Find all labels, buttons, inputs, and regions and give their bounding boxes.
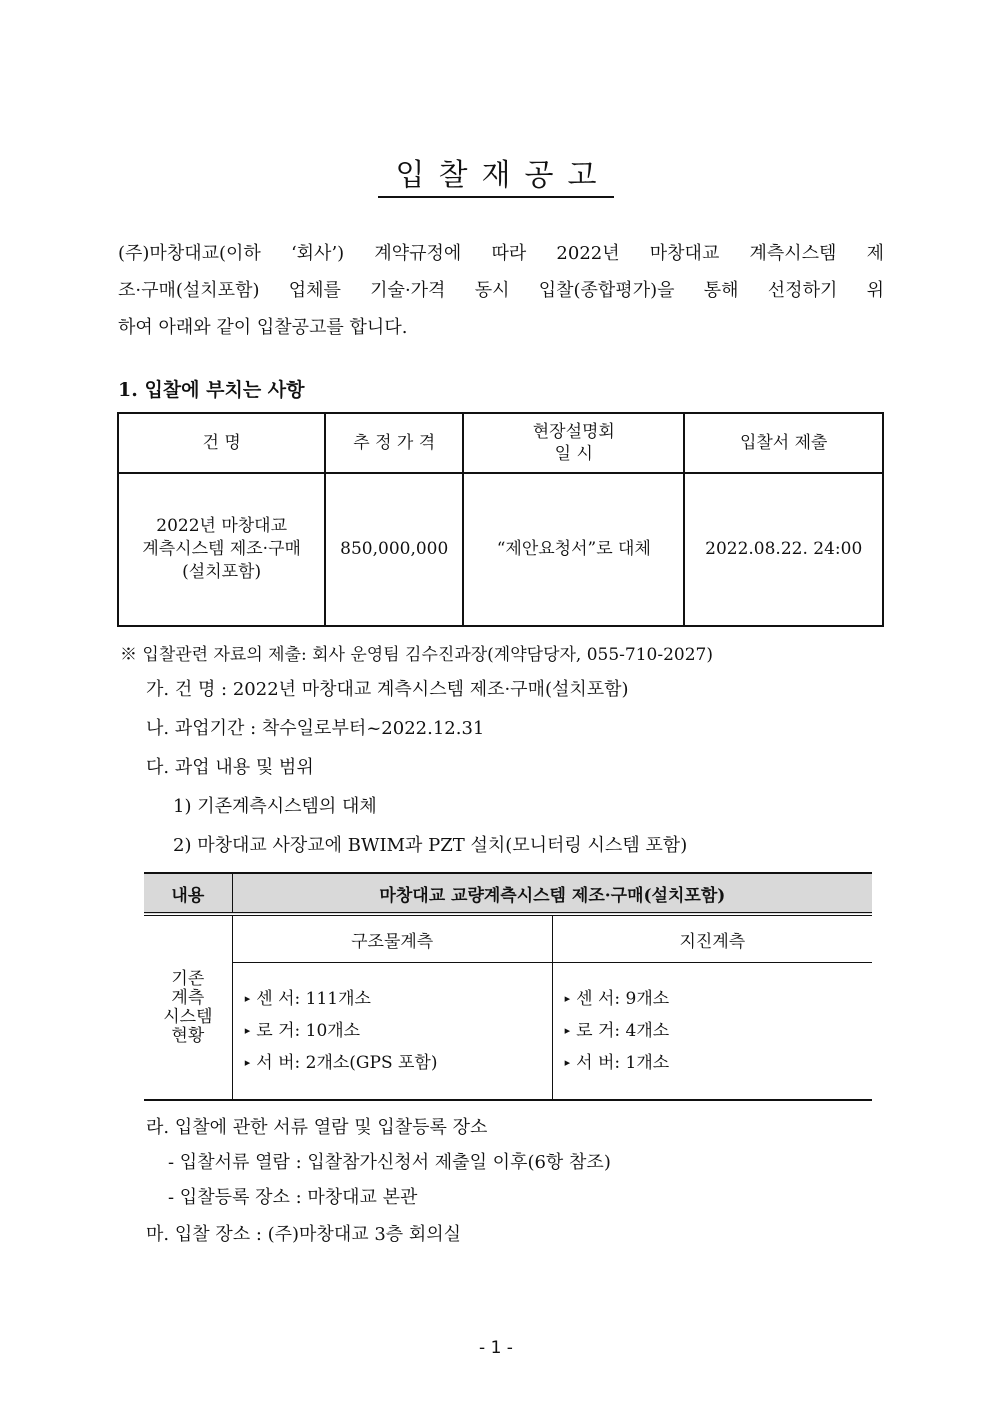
structural-monitoring-label: 구조물계측 [232, 914, 552, 963]
structural-sensor: 센 서: 111개소 [256, 989, 371, 1009]
seismic-logger: 로 거: 4개소 [576, 1021, 670, 1041]
cell-estimated-price: 850,000,000 [325, 473, 463, 626]
bullet-icon: ▸ [244, 1056, 251, 1069]
item-name-line1: 2022년 마창대교 [156, 516, 288, 536]
system-header-content: 내용 [144, 873, 232, 914]
category-line-4: 현황 [171, 1025, 205, 1046]
page-number: - 1 - [479, 1338, 513, 1358]
ra-sub-item-2: - 입찰등록 장소 : 마창대교 본관 [168, 1187, 418, 1208]
list-item [245, 1015, 551, 1047]
system-status-table [144, 872, 872, 1101]
structural-items-cell [232, 963, 552, 1101]
system-table-subheader-row [144, 914, 872, 963]
bid-table-header-row [118, 413, 883, 473]
bullet-icon: ▸ [564, 1056, 571, 1069]
structural-server: 서 버: 2개소(GPS 포함) [256, 1053, 438, 1073]
seismic-monitoring-label: 지진계측 [552, 914, 872, 963]
list-item [565, 1047, 871, 1079]
bid-table-row [118, 473, 883, 626]
list-item [565, 983, 871, 1015]
system-header-title: 마창대교 교량계측시스템 제조·구매(설치포함) [232, 873, 872, 914]
intro-line-3: 하여 아래와 같이 입찰공고를 합니다. [118, 317, 408, 338]
bullet-icon: ▸ [564, 992, 571, 1005]
bid-summary-table [117, 412, 884, 627]
category-line-2: 계측 [171, 987, 205, 1008]
cell-site-briefing: “제안요청서”로 대체 [463, 473, 684, 626]
category-line-1: 기존 [171, 968, 205, 989]
seismic-server: 서 버: 1개소 [576, 1053, 670, 1073]
header-bid-submission: 입찰서 제출 [684, 413, 883, 473]
intro-paragraph [118, 235, 884, 346]
item-ga-project-name: 가. 건 명 : 2022년 마창대교 계측시스템 제조·구매(설치포함) [146, 679, 629, 700]
cell-item-name [118, 473, 325, 626]
seismic-items-cell [552, 963, 872, 1101]
category-line-3: 시스템 [163, 1006, 213, 1027]
seismic-sensor: 센 서: 9개소 [576, 989, 670, 1009]
contact-note: ※ 입찰관련 자료의 제출: 회사 운영팀 김수진과장(계약담당자, 055-710-2027) [120, 645, 713, 665]
header-item-name: 건 명 [118, 413, 325, 473]
header-site-briefing [463, 413, 684, 473]
ra-sub-item-1: - 입찰서류 열람 : 입찰참가신청서 제출일 이후(6항 참조) [168, 1152, 611, 1173]
scope-item-2: 2) 마창대교 사장교에 BWIM과 PZT 설치(모니터링 시스템 포함) [173, 835, 688, 856]
intro-line-1: (주)마창대교(이하 ‘회사’) 계약규정에 따라 2022년 마창대교 계측시스템 제 [118, 243, 884, 264]
system-table-header-row [144, 873, 872, 914]
header-site-briefing-line2: 일 시 [554, 444, 593, 464]
item-ra-document-viewing: 라. 입찰에 관한 서류 열람 및 입찰등록 장소 [146, 1117, 488, 1138]
bullet-icon: ▸ [244, 1024, 251, 1037]
bullet-icon: ▸ [564, 1024, 571, 1037]
page-title-text: 입찰재공고 [378, 150, 615, 198]
structural-logger: 로 거: 10개소 [256, 1021, 361, 1041]
intro-line-2: 조·구매(설치포함) 업체를 기술·가격 동시 입찰(종합평가)을 통해 선정하기 위 [118, 280, 884, 301]
header-estimated-price: 추 정 가 격 [325, 413, 463, 473]
system-table-items-row [144, 963, 872, 1101]
header-site-briefing-line1: 현장설명회 [532, 422, 615, 442]
item-name-line3: (설치포함) [182, 562, 262, 582]
list-item [245, 983, 551, 1015]
cell-bid-deadline: 2022.08.22. 24:00 [684, 473, 883, 626]
item-da-scope-heading: 다. 과업 내용 및 범위 [146, 757, 314, 778]
section-1-heading: 1. 입찰에 부치는 사항 [118, 379, 305, 401]
bullet-icon: ▸ [244, 992, 251, 1005]
system-category-cell [144, 914, 232, 1100]
item-ma-bid-location: 마. 입찰 장소 : (주)마창대교 3층 회의실 [146, 1224, 462, 1245]
item-name-line2: 계측시스템 제조·구매 [142, 539, 301, 559]
scope-item-1: 1) 기존계측시스템의 대체 [173, 796, 377, 817]
list-item [245, 1047, 551, 1079]
item-na-project-period: 나. 과업기간 : 착수일로부터~2022.12.31 [146, 718, 485, 739]
list-item [565, 1015, 871, 1047]
page-title [0, 150, 992, 198]
